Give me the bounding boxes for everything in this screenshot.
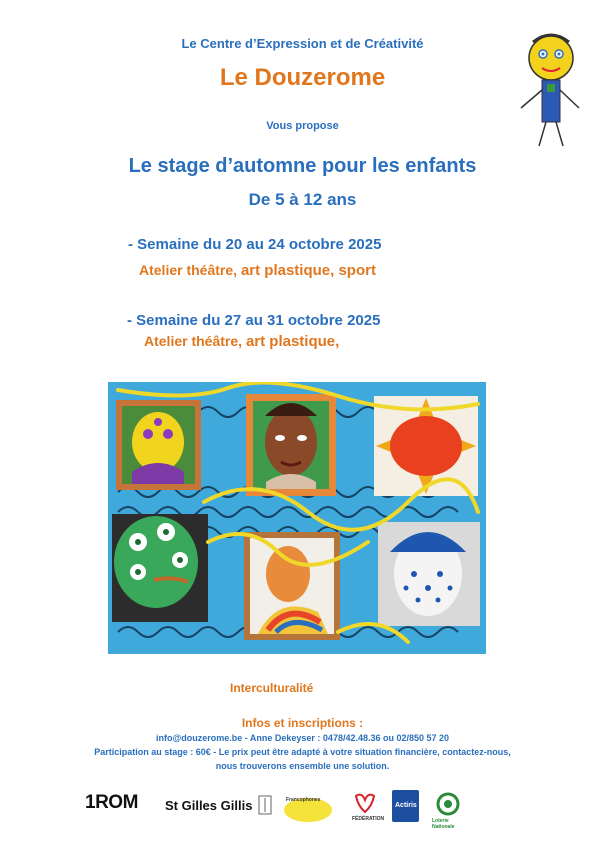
- week-1: - Semaine du 20 au 24 octobre 2025: [128, 236, 382, 253]
- actiris-logo: [392, 790, 419, 822]
- child-drawing-illustration: [515, 20, 587, 150]
- francophones-label: Francophones: [286, 797, 321, 803]
- week-2: - Semaine du 27 au 31 octobre 2025: [127, 312, 381, 329]
- stage-title: Le stage d’automne pour les enfants: [128, 155, 477, 177]
- participation-line-2: nous trouverons ensemble une solution.: [215, 761, 390, 771]
- stgilles-logo: St Gilles Gillis: [165, 798, 253, 813]
- week-2-act-a: Atelier théâtre,: [144, 333, 246, 349]
- rom-logo: 1ROM: [85, 792, 138, 813]
- loterie-icon: [432, 792, 464, 816]
- theme-label: Interculturalité: [230, 681, 314, 695]
- crest-icon: [258, 795, 272, 815]
- federation-label: FÉDÉRATION: [352, 816, 385, 822]
- week-2-act-b: art plastique,: [245, 333, 340, 350]
- age-range: De 5 à 12 ans: [248, 190, 357, 209]
- loterie-logo: [432, 792, 464, 830]
- week-1-activities: [139, 262, 376, 279]
- children-artwork-collage: [108, 382, 486, 654]
- francophones-logo: [283, 793, 333, 823]
- infos-title: Infos et inscriptions :: [241, 716, 364, 730]
- center-name: Le Centre d’Expression et de Créativité: [181, 36, 424, 51]
- loterie-label: Loterie Nationale: [432, 818, 455, 830]
- participation-line: Participation au stage : 60€ - Le prix peut être adapté à votre situation financière, contactez-nous,: [94, 747, 511, 757]
- week-1-act-a: Atelier théâtre,: [139, 262, 241, 278]
- contact-line[interactable]: info@douzerome.be - Anne Dekeyser : 0478/42.48.36 ou 02/850 57 20: [155, 733, 450, 743]
- federation-icon: [350, 792, 380, 814]
- actiris-label: Actiris: [395, 802, 417, 809]
- week-2-activities: [144, 333, 339, 350]
- brand-title: Le Douzerome: [219, 64, 386, 91]
- federation-logo: [350, 792, 385, 822]
- week-1-act-b: art plastique, sport: [240, 262, 376, 279]
- propose-text: Vous propose: [266, 120, 339, 132]
